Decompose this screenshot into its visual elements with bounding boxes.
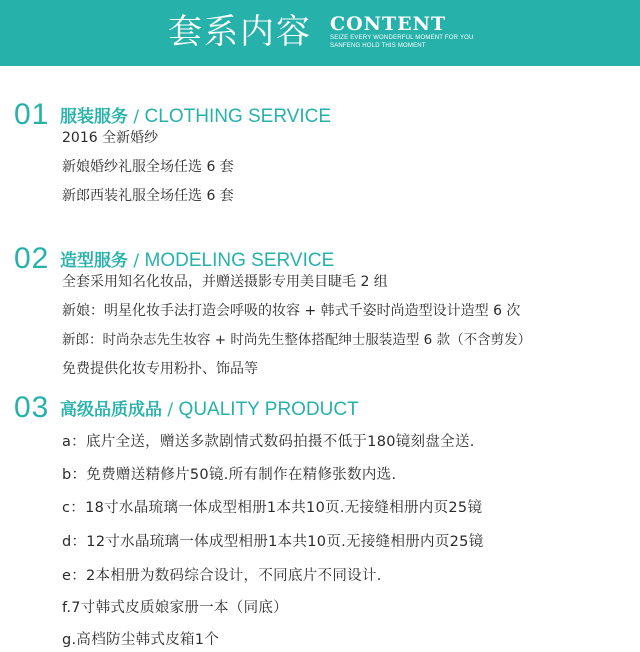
section-title-zh: 服装服务 (60, 107, 128, 127)
banner-english-block (330, 14, 474, 50)
list-item: f.7寸韩式皮质娘家册一本（同底） (62, 600, 288, 616)
list-item: 全套采用知名化妆品，并赠送摄影专用美目睫毛 2 组 (62, 274, 388, 290)
list-item: 新娘婚纱礼服全场任选 6 套 (62, 159, 234, 175)
list-item: a：底片全送，赠送多款剧情式数码拍摄不低于180镜刻盘全送. (62, 434, 475, 450)
list-item: g.高档防尘韩式皮箱1个 (62, 632, 220, 648)
list-item: e：2本相册为数码综合设计，不同底片不同设计. (62, 568, 382, 584)
list-item: 2016 全新婚纱 (62, 130, 159, 146)
section-title-separator: / (128, 251, 145, 271)
section-title-zh: 高级品质成品 (60, 400, 162, 420)
section-title-separator: / (128, 107, 145, 127)
header-banner (0, 0, 640, 66)
section-heading-clothing (14, 96, 331, 130)
section-title-en: QUALITY PRODUCT (178, 399, 359, 420)
section-heading-modeling (14, 240, 334, 274)
list-item: d：12寸水晶琉璃一体成型相册1本共10页.无接缝相册内页25镜 (62, 534, 484, 550)
section-title-separator: / (162, 400, 179, 420)
list-item: 新郎：时尚杂志先生妆容 + 时尚先生整体搭配绅士服装造型 6 款（不含剪发） (62, 332, 532, 348)
list-item: 新娘：明星化妆手法打造会呼吸的妆容 + 韩式千姿时尚造型设计造型 6 次 (62, 303, 521, 319)
section-title-en: CLOTHING SERVICE (144, 106, 332, 127)
list-item: 新郎西装礼服全场任选 6 套 (62, 188, 234, 204)
list-item: b：免费赠送精修片50镜.所有制作在精修张数内选. (62, 467, 397, 483)
section-title (60, 106, 331, 128)
list-item: c：18寸水晶琉璃一体成型相册1本共10页.无接缝相册内页25镜 (62, 500, 483, 516)
banner-english-title: CONTENT (330, 13, 447, 35)
banner-subtitle-1: SEIZE EVERY WONDERFUL MOMENT FOR YOU (330, 35, 474, 41)
section-title (60, 250, 334, 272)
section-title-en: MODELING SERVICE (144, 250, 335, 271)
section-number: 01 (14, 98, 50, 131)
banner-subtitle-2: SANFENG HOLD THIS MOMENT (330, 43, 426, 49)
section-heading-quality (14, 389, 359, 423)
list-item: 免费提供化妆专用粉扑、饰品等 (62, 361, 258, 377)
section-number: 03 (14, 391, 50, 424)
section-title-zh: 造型服务 (60, 251, 128, 271)
section-title (60, 399, 359, 421)
banner-title: 套系内容 (168, 12, 312, 52)
section-number: 02 (14, 242, 50, 275)
